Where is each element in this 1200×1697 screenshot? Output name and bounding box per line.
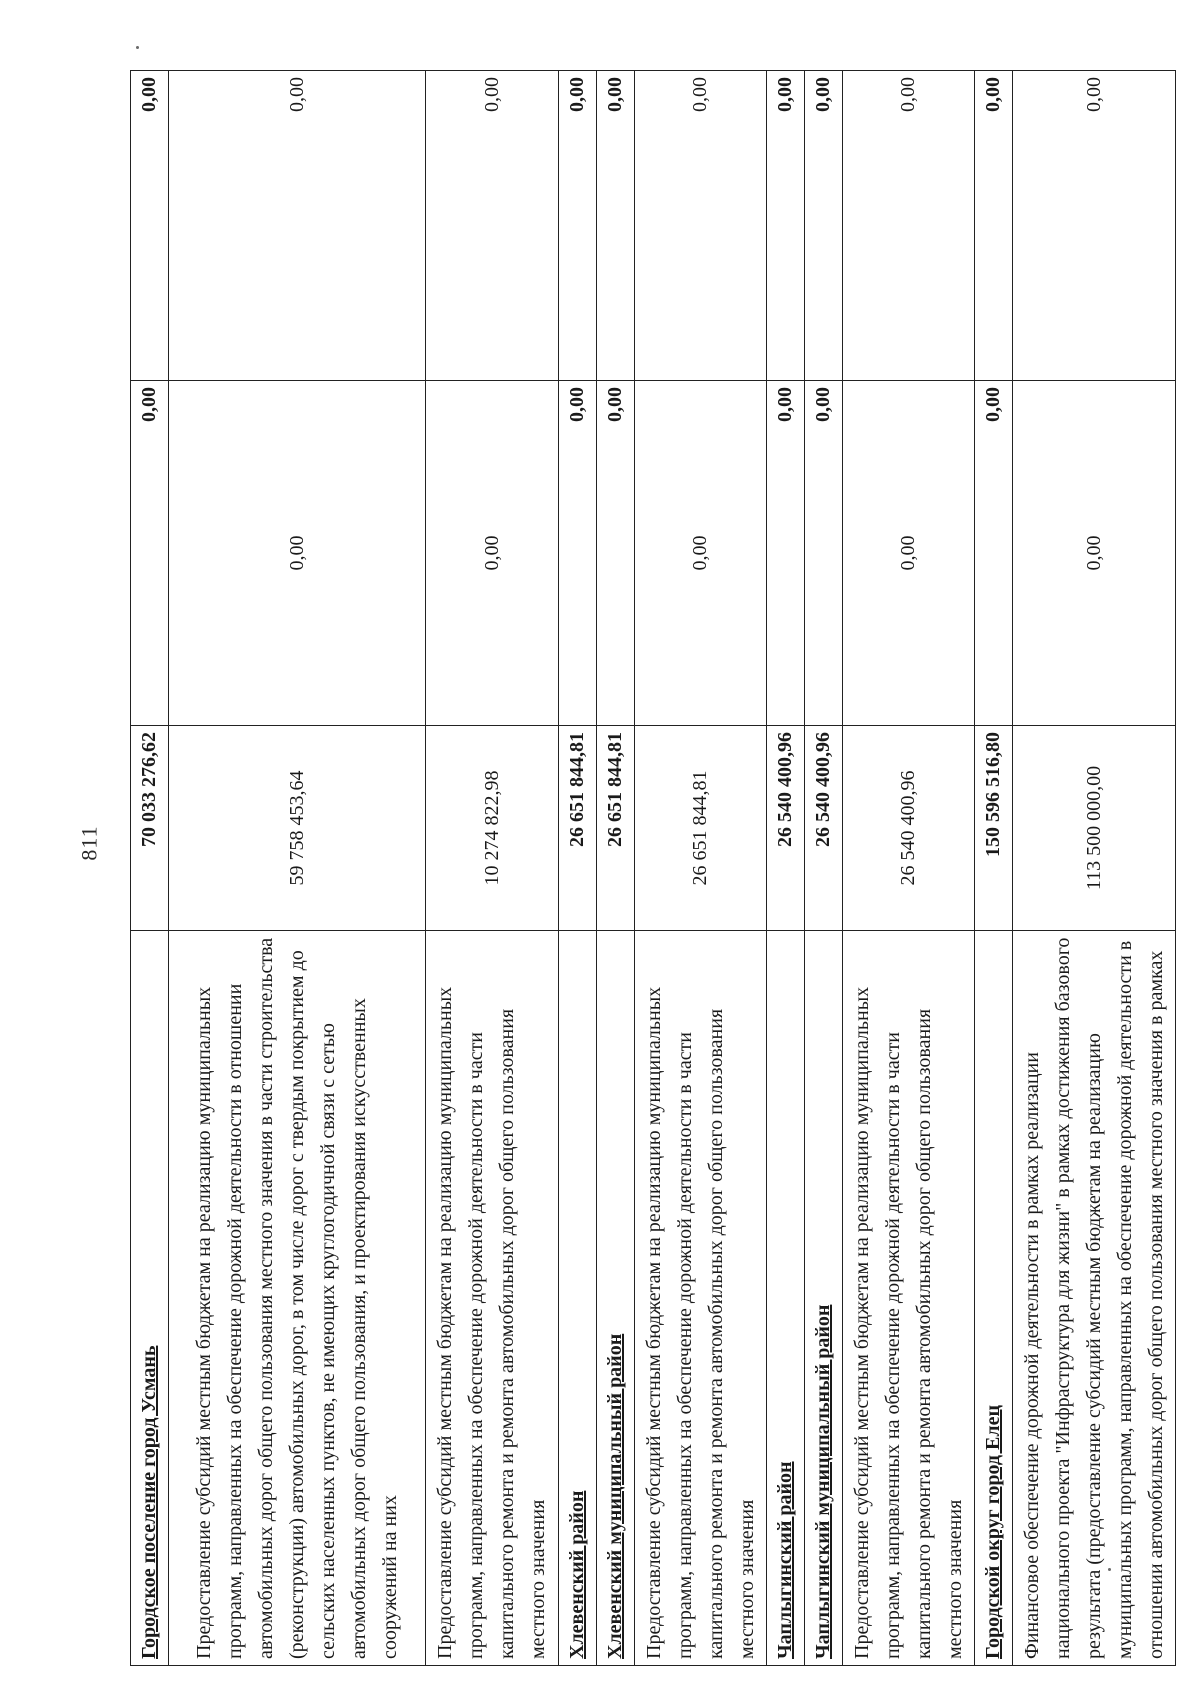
amount-cell: 0,00 <box>975 71 1013 381</box>
section-title: Хлевенский муниципальный район <box>597 931 635 1666</box>
amount-cell: 113 500 000,00 <box>1013 726 1176 931</box>
table-row <box>597 71 635 1666</box>
amount-cell: 26 651 844,81 <box>635 726 767 931</box>
table-row <box>1013 71 1176 1666</box>
amount-cell: 70 033 276,62 <box>131 726 169 931</box>
amount-cell: 0,00 <box>597 381 635 726</box>
table-row <box>805 71 843 1666</box>
amount-cell: 0,00 <box>597 71 635 381</box>
row-description: Предоставление субсидий местным бюджетам на реализацию муниципальных программ, направленных на обеспечение дорожной деятельности в части капитального ремонта и ремонта автомобильных дорог общего пользования местного значения <box>843 931 975 1666</box>
amount-cell: 0,00 <box>843 71 975 381</box>
table-row <box>131 71 169 1666</box>
row-description: Финансовое обеспечение дорожной деятельности в рамках реализации национального проекта "Инфраструктура для жизни" в рамках достижения базового результата (предоставление субсидий местным бюджетам на реализацию муниципальных программ, направленных на обеспечение дорожной деятельности в отношении автомобильных дорог общего пользования местного значения в рамках <box>1013 931 1176 1666</box>
page-number: 811 <box>76 825 102 861</box>
amount-cell: 0,00 <box>426 381 559 726</box>
amount-cell: 0,00 <box>559 381 597 726</box>
row-description: Предоставление субсидий местным бюджетам на реализацию муниципальных программ, направленных на обеспечение дорожной деятельности в части капитального ремонта и ремонта автомобильных дорог общего пользования местного значения <box>635 931 767 1666</box>
amount-cell: 59 758 453,64 <box>169 726 426 931</box>
section-title: Городское поселение город Усмань <box>131 931 169 1666</box>
amount-cell: 0,00 <box>131 71 169 381</box>
amount-cell: 0,00 <box>805 71 843 381</box>
budget-table <box>130 70 1176 1666</box>
amount-cell: 26 651 844,81 <box>597 726 635 931</box>
amount-cell: 10 274 822,98 <box>426 726 559 931</box>
amount-cell: 0,00 <box>767 71 805 381</box>
table-row <box>635 71 767 1666</box>
scan-speck <box>136 46 139 49</box>
table-row <box>975 71 1013 1666</box>
amount-cell: 0,00 <box>843 381 975 726</box>
amount-cell: 0,00 <box>131 381 169 726</box>
section-title: Городской округ город Елец <box>975 931 1013 1666</box>
amount-cell: 0,00 <box>1013 381 1176 726</box>
table-row <box>169 71 426 1666</box>
row-description: Предоставление субсидий местным бюджетам на реализацию муниципальных программ, направленных на обеспечение дорожной деятельности в части капитального ремонта и ремонта автомобильных дорог общего пользования местного значения <box>426 931 559 1666</box>
section-title: Чаплыгинский муниципальный район <box>805 931 843 1666</box>
amount-cell: 0,00 <box>169 71 426 381</box>
amount-cell: 0,00 <box>635 381 767 726</box>
amount-cell: 0,00 <box>635 71 767 381</box>
section-title: Чаплыгинский район <box>767 931 805 1666</box>
amount-cell: 0,00 <box>767 381 805 726</box>
amount-cell: 0,00 <box>975 381 1013 726</box>
amount-cell: 26 540 400,96 <box>767 726 805 931</box>
table-row <box>767 71 805 1666</box>
rotated-table-sheet <box>130 71 1167 1666</box>
table-row <box>559 71 597 1666</box>
amount-cell: 0,00 <box>805 381 843 726</box>
amount-cell: 26 540 400,96 <box>843 726 975 931</box>
table-row <box>843 71 975 1666</box>
amount-cell: 0,00 <box>426 71 559 381</box>
amount-cell: 150 596 516,80 <box>975 726 1013 931</box>
table-row <box>426 71 559 1666</box>
amount-cell: 0,00 <box>559 71 597 381</box>
amount-cell: 26 651 844,81 <box>559 726 597 931</box>
section-title: Хлевенский район <box>559 931 597 1666</box>
amount-cell: 0,00 <box>169 381 426 726</box>
amount-cell: 0,00 <box>1013 71 1176 381</box>
row-description: Предоставление субсидий местным бюджетам на реализацию муниципальных программ, направленных на обеспечение дорожной деятельности в отношении автомобильных дорог общего пользования местного значения в части строительства (реконструкции) автомобильных дорог, в том числе дорог с твердым покрытием до сельских населенных пунктов, не имеющих круглогодичной связи с сетью автомобильных дорог общего пользования, и проектирования искусственных сооружений на них <box>169 931 426 1666</box>
amount-cell: 26 540 400,96 <box>805 726 843 931</box>
